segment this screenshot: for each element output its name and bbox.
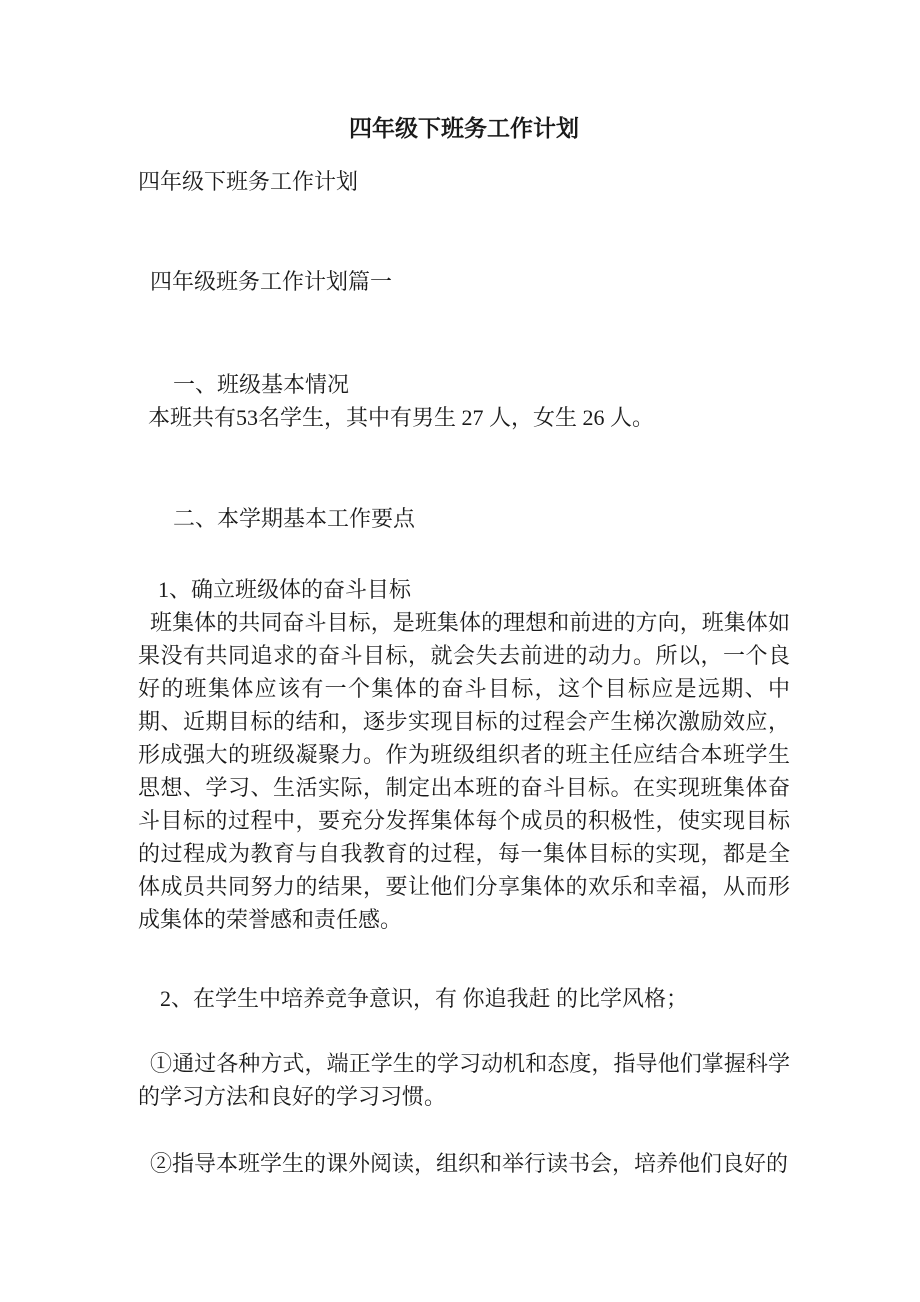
class-size-text: 本班共有53名学生，其中有男生 27 人，女生 26 人。 xyxy=(148,405,655,430)
section-heading-work-points: 二、本学期基本工作要点 xyxy=(173,506,416,531)
point-2-subitem-1: ①通过各种方式，端正学生的学习动机和态度，指导他们掌握科学的学习方法和良好的学习习惯。 xyxy=(138,1051,790,1109)
point-2-subitem-2: ②指导本班学生的课外阅读，组织和举行读书会，培养他们良好的 xyxy=(150,1151,789,1176)
point-2-title: 2、在学生中培养竞争意识，有 你追我赶 的比学风格； xyxy=(160,986,689,1011)
document-subtitle: 四年级下班务工作计划 xyxy=(138,169,359,194)
document-title: 四年级下班务工作计划 xyxy=(349,116,579,141)
point-1-body: 班集体的共同奋斗目标，是班集体的理想和前进的方向，班集体如果没有共同追求的奋斗目标，就会失去前进的动力。所以，一个良好的班集体应该有一个集体的奋斗目标，这个目标应是远期、中期、近期目标的结和，逐步实现目标的过程会产生梯次激励效应，形成强大的班级凝聚力。作为班级组织者的班主任应结合本班学生思想、学习、生活实际，制定出本班的奋斗目标。在实现班集体奋斗目标的过程中，要充分发挥集体每个成员的积极性，使实现目标的过程成为教育与自我教育的过程，每一集体目标的实现，都是全体成员共同努力的结果，要让他们分享集体的欢乐和幸福，从而形成集体的荣誉感和责任感。 xyxy=(138,610,790,932)
point-1-title: 1、确立班级体的奋斗目标 xyxy=(158,577,412,602)
section-heading-class-overview: 一、班级基本情况 xyxy=(173,372,350,397)
part-one-label: 四年级班务工作计划篇一 xyxy=(150,269,393,294)
